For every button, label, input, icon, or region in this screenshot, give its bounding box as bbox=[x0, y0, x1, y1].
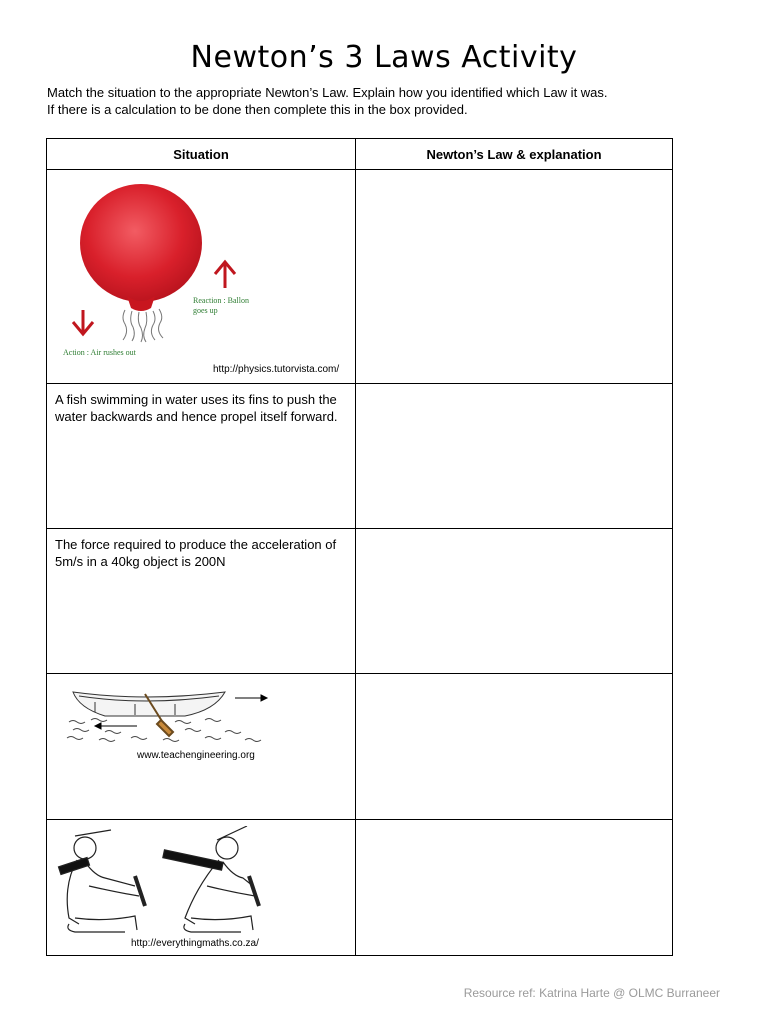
air-stream-lines bbox=[123, 309, 163, 342]
table-header-row bbox=[47, 139, 673, 170]
instruction-line-1: Match the situation to the appropriate Newton’s Law. Explain how you identified which Law it was. bbox=[47, 85, 608, 100]
situation-cell-balloon bbox=[47, 170, 356, 384]
explanation-cell[interactable] bbox=[356, 674, 673, 820]
driver-figure-right bbox=[163, 826, 259, 932]
explanation-cell[interactable] bbox=[356, 820, 673, 956]
footer-resource-ref: Resource ref: Katrina Harte @ OLMC Burraneer bbox=[463, 986, 720, 1000]
situation-cell-seatbelt bbox=[47, 820, 356, 956]
header-situation: Situation bbox=[47, 139, 356, 170]
situation-text: The force required to produce the acceleration of 5m/s in a 40kg object is 200N bbox=[55, 537, 337, 569]
instructions bbox=[47, 84, 727, 118]
situation-cell-force bbox=[47, 529, 356, 674]
up-arrow-icon bbox=[215, 262, 235, 288]
page-title: Newton’s 3 Laws Activity bbox=[190, 40, 578, 75]
table-row bbox=[47, 170, 673, 384]
driver-figure-left bbox=[58, 830, 145, 932]
explanation-cell[interactable] bbox=[356, 170, 673, 384]
canoe-hull bbox=[73, 692, 225, 716]
instruction-line-2: If there is a calculation to be done then complete this in the box provided. bbox=[47, 102, 468, 117]
situation-text: A fish swimming in water uses its fins to push the water backwards and hence propel itself forward. bbox=[55, 392, 338, 424]
reaction-caption-line-2: goes up bbox=[193, 306, 218, 315]
balloon-shape bbox=[80, 184, 202, 302]
situation-cell-fish bbox=[47, 384, 356, 529]
header-law-explanation: Newton’s Law & explanation bbox=[356, 139, 673, 170]
image-credit: www.teachengineering.org bbox=[137, 750, 255, 761]
situation-cell-canoe bbox=[47, 674, 356, 820]
down-arrow-icon bbox=[73, 310, 93, 334]
activity-table bbox=[46, 138, 673, 956]
table-row bbox=[47, 820, 673, 956]
right-arrow-icon bbox=[235, 695, 267, 701]
reaction-caption-line-1: Reaction : Ballon bbox=[193, 296, 249, 305]
explanation-cell[interactable] bbox=[356, 529, 673, 674]
explanation-cell[interactable] bbox=[356, 384, 673, 529]
table-row bbox=[47, 384, 673, 529]
left-arrow-icon bbox=[95, 723, 137, 729]
balloon-rocket-diagram bbox=[55, 178, 275, 363]
action-caption: Action : Air rushes out bbox=[63, 348, 136, 357]
table-row bbox=[47, 674, 673, 820]
table-row bbox=[47, 529, 673, 674]
canoe-paddle-diagram bbox=[65, 680, 275, 748]
image-credit: http://everythingmaths.co.za/ bbox=[131, 938, 259, 949]
image-credit: http://physics.tutorvista.com/ bbox=[213, 364, 340, 375]
seatbelt-driver-diagram bbox=[55, 826, 285, 938]
